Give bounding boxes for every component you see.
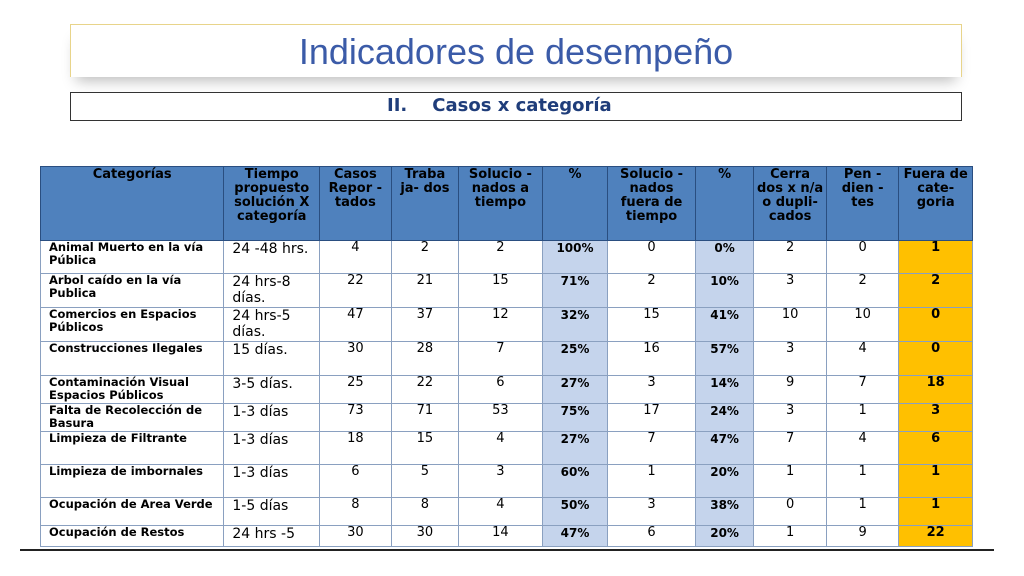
cerrados-cell: 3 [754, 404, 827, 432]
bottom-divider [20, 549, 994, 551]
header-categorias: Categorías [41, 167, 224, 241]
casos-cell: 25 [320, 376, 392, 404]
category-cell: Limpieza de Filtrante [41, 432, 224, 465]
tiempo-cell: 15 días. [224, 342, 320, 376]
trabajados-cell: 37 [391, 308, 459, 342]
sol-tiempo-cell: 4 [459, 432, 543, 465]
pendientes-cell: 2 [826, 274, 899, 308]
header-pct-fuera: % [695, 167, 753, 241]
sol-tiempo-cell: 53 [459, 404, 543, 432]
tiempo-cell: 24 hrs-5 días. [224, 308, 320, 342]
tiempo-cell: 1-3 días [224, 404, 320, 432]
pendientes-cell: 4 [826, 342, 899, 376]
pct-fuera-cell: 0% [695, 241, 753, 274]
header-sol-tiempo: Solucio -nados a tiempo [459, 167, 543, 241]
cases-by-category-table [40, 166, 973, 547]
sol-tiempo-cell: 6 [459, 376, 543, 404]
cerrados-cell: 9 [754, 376, 827, 404]
casos-cell: 4 [320, 241, 392, 274]
category-cell: Falta de Recolección de Basura [41, 404, 224, 432]
casos-cell: 6 [320, 465, 392, 498]
category-cell: Limpieza de imbornales [41, 465, 224, 498]
tiempo-cell: 1-3 días [224, 465, 320, 498]
casos-cell: 30 [320, 342, 392, 376]
table-row [41, 432, 973, 465]
sol-tiempo-cell: 7 [459, 342, 543, 376]
category-cell: Arbol caído en la vía Publica [41, 274, 224, 308]
cerrados-cell: 0 [754, 498, 827, 526]
sol-fuera-cell: 15 [608, 308, 696, 342]
header-cerrados: Cerra dos x n/a o dupli- cados [754, 167, 827, 241]
header-casos: Casos Repor -tados [320, 167, 392, 241]
pct-tiempo-cell: 27% [542, 432, 607, 465]
category-cell: Construcciones Ilegales [41, 342, 224, 376]
sol-tiempo-cell: 12 [459, 308, 543, 342]
pct-fuera-cell: 24% [695, 404, 753, 432]
section-header-box [70, 92, 962, 121]
casos-cell: 47 [320, 308, 392, 342]
pendientes-cell: 1 [826, 498, 899, 526]
sol-fuera-cell: 3 [608, 376, 696, 404]
table-row [41, 342, 973, 376]
sol-fuera-cell: 6 [608, 526, 696, 547]
category-cell: Ocupación de Area Verde [41, 498, 224, 526]
pct-fuera-cell: 47% [695, 432, 753, 465]
table-header-row [41, 167, 973, 241]
pendientes-cell: 10 [826, 308, 899, 342]
trabajados-cell: 21 [391, 274, 459, 308]
sol-tiempo-cell: 14 [459, 526, 543, 547]
pct-fuera-cell: 14% [695, 376, 753, 404]
trabajados-cell: 15 [391, 432, 459, 465]
cerrados-cell: 10 [754, 308, 827, 342]
pct-tiempo-cell: 32% [542, 308, 607, 342]
fuera-categoria-cell: 6 [899, 432, 973, 465]
pendientes-cell: 0 [826, 241, 899, 274]
casos-cell: 18 [320, 432, 392, 465]
fuera-categoria-cell: 1 [899, 241, 973, 274]
category-cell: Contaminación Visual Espacios Públicos [41, 376, 224, 404]
fuera-categoria-cell: 0 [899, 342, 973, 376]
fuera-categoria-cell: 18 [899, 376, 973, 404]
sol-fuera-cell: 2 [608, 274, 696, 308]
sol-fuera-cell: 17 [608, 404, 696, 432]
fuera-categoria-cell: 22 [899, 526, 973, 547]
pendientes-cell: 1 [826, 465, 899, 498]
casos-cell: 8 [320, 498, 392, 526]
pct-tiempo-cell: 75% [542, 404, 607, 432]
sol-tiempo-cell: 4 [459, 498, 543, 526]
casos-cell: 73 [320, 404, 392, 432]
section-header: II. Casos x categoría [387, 95, 612, 116]
table-row [41, 308, 973, 342]
category-cell: Animal Muerto en la vía Pública [41, 241, 224, 274]
casos-cell: 30 [320, 526, 392, 547]
cerrados-cell: 3 [754, 274, 827, 308]
tiempo-cell: 24 hrs-8 días. [224, 274, 320, 308]
sol-fuera-cell: 3 [608, 498, 696, 526]
header-pct-tiempo: % [542, 167, 607, 241]
pendientes-cell: 9 [826, 526, 899, 547]
header-trabajados: Traba ja- dos [391, 167, 459, 241]
fuera-categoria-cell: 2 [899, 274, 973, 308]
sol-tiempo-cell: 3 [459, 465, 543, 498]
pct-tiempo-cell: 60% [542, 465, 607, 498]
tiempo-cell: 1-5 días [224, 498, 320, 526]
header-sol-fuera: Solucio -nados fuera de tiempo [608, 167, 696, 241]
table-row [41, 274, 973, 308]
fuera-categoria-cell: 3 [899, 404, 973, 432]
fuera-categoria-cell: 1 [899, 498, 973, 526]
table-row [41, 498, 973, 526]
cerrados-cell: 1 [754, 526, 827, 547]
category-cell: Ocupación de Restos [41, 526, 224, 547]
sol-fuera-cell: 0 [608, 241, 696, 274]
cerrados-cell: 7 [754, 432, 827, 465]
table-row [41, 376, 973, 404]
pct-tiempo-cell: 47% [542, 526, 607, 547]
pct-tiempo-cell: 50% [542, 498, 607, 526]
casos-cell: 22 [320, 274, 392, 308]
pct-fuera-cell: 10% [695, 274, 753, 308]
trabajados-cell: 30 [391, 526, 459, 547]
pct-tiempo-cell: 100% [542, 241, 607, 274]
header-tiempo: Tiempo propuesto solución X categoría [224, 167, 320, 241]
table-row [41, 241, 973, 274]
tiempo-cell: 1-3 días [224, 432, 320, 465]
trabajados-cell: 8 [391, 498, 459, 526]
pct-tiempo-cell: 27% [542, 376, 607, 404]
pct-fuera-cell: 38% [695, 498, 753, 526]
pct-fuera-cell: 20% [695, 526, 753, 547]
trabajados-cell: 22 [391, 376, 459, 404]
trabajados-cell: 2 [391, 241, 459, 274]
cerrados-cell: 2 [754, 241, 827, 274]
pendientes-cell: 1 [826, 404, 899, 432]
cerrados-cell: 3 [754, 342, 827, 376]
header-pendientes: Pen - dien - tes [826, 167, 899, 241]
pct-tiempo-cell: 25% [542, 342, 607, 376]
sol-fuera-cell: 7 [608, 432, 696, 465]
cerrados-cell: 1 [754, 465, 827, 498]
sol-tiempo-cell: 2 [459, 241, 543, 274]
trabajados-cell: 71 [391, 404, 459, 432]
table-row [41, 526, 973, 547]
title-box [70, 24, 962, 77]
pct-fuera-cell: 41% [695, 308, 753, 342]
tiempo-cell: 24 -48 hrs. [224, 241, 320, 274]
trabajados-cell: 5 [391, 465, 459, 498]
sol-tiempo-cell: 15 [459, 274, 543, 308]
category-cell: Comercios en Espacios Públicos [41, 308, 224, 342]
pendientes-cell: 4 [826, 432, 899, 465]
header-fuera-categoria: Fuera de cate- goria [899, 167, 973, 241]
fuera-categoria-cell: 1 [899, 465, 973, 498]
sol-fuera-cell: 1 [608, 465, 696, 498]
slide-title: Indicadores de desempeño [298, 31, 734, 72]
pct-fuera-cell: 57% [695, 342, 753, 376]
pendientes-cell: 7 [826, 376, 899, 404]
tiempo-cell: 3-5 días. [224, 376, 320, 404]
sol-fuera-cell: 16 [608, 342, 696, 376]
trabajados-cell: 28 [391, 342, 459, 376]
tiempo-cell: 24 hrs -5 [224, 526, 320, 547]
table-row [41, 465, 973, 498]
fuera-categoria-cell: 0 [899, 308, 973, 342]
pct-fuera-cell: 20% [695, 465, 753, 498]
pct-tiempo-cell: 71% [542, 274, 607, 308]
table-row [41, 404, 973, 432]
